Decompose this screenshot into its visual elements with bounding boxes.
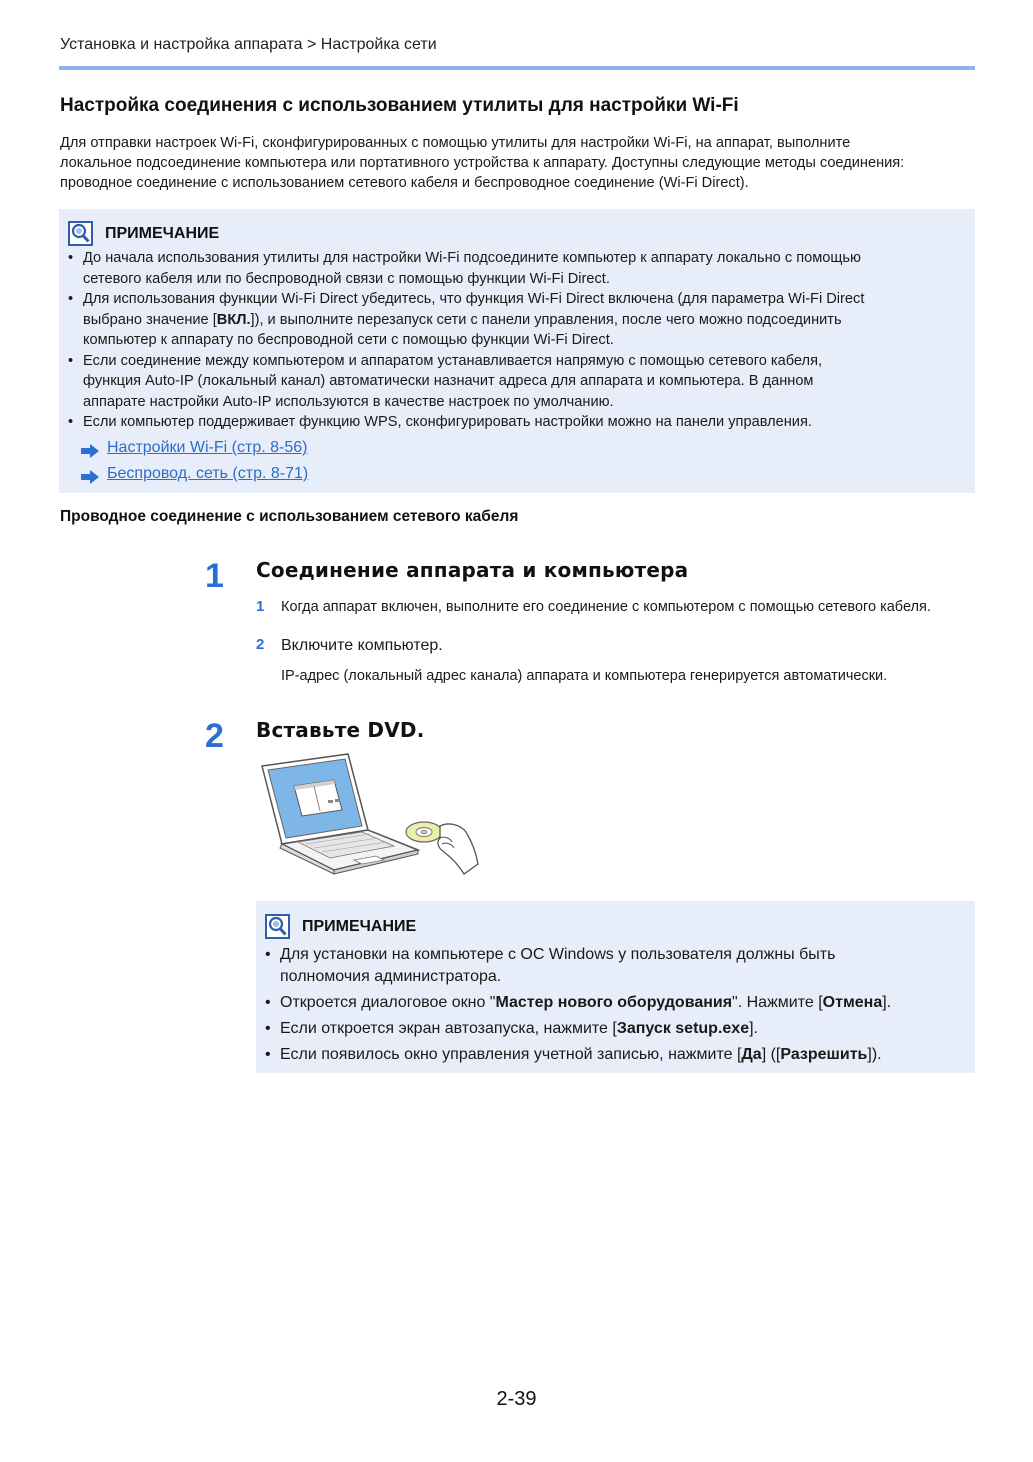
step-title: Вставьте DVD. xyxy=(256,718,425,742)
text-span: ] ([ xyxy=(761,1046,781,1063)
list-item xyxy=(264,1044,964,1066)
step-number: 1 xyxy=(205,557,224,595)
bold-value: Разрешить xyxy=(780,1046,868,1063)
note-header xyxy=(265,914,416,939)
text-span: ]). xyxy=(867,1046,882,1063)
arrow-right-icon xyxy=(81,467,99,481)
note-title: ПРИМЕЧАНИЕ xyxy=(302,917,417,935)
list-item-line: • До начала использования утилиты для настройки Wi-Fi подсоедините компьютер к аппарату локально с помощью xyxy=(83,250,861,266)
page-number: 2-39 xyxy=(496,1388,537,1410)
list-item-line: аппарате настройки Auto-IP используются в качестве настроек по умолчанию. xyxy=(83,393,614,410)
text-span: ]. xyxy=(749,1020,758,1037)
intro-line: Для отправки настроек Wi-Fi, сконфигурированных с помощью утилиты для настройки Wi-Fi, на аппарат, выполните xyxy=(60,135,851,151)
list-item xyxy=(264,1018,964,1040)
substep-number: 2 xyxy=(256,636,265,653)
list-item xyxy=(67,351,967,413)
link-wireless-network[interactable]: Беспровод. сеть (стр. 8-71) xyxy=(107,465,309,482)
breadcrumb: Установка и настройка аппарата > Настройка сети xyxy=(60,36,437,53)
intro-line: локальное подсоединение компьютера или портативного устройства к аппарату. Доступны следующие методы соединения: xyxy=(60,155,905,171)
bold-value: Запуск setup.exe xyxy=(616,1020,750,1037)
note-box xyxy=(59,209,975,493)
note-list xyxy=(264,944,964,1070)
list-item-line: компьютер к аппарату по беспроводной сети с помощью функции Wi-Fi Direct. xyxy=(83,332,614,348)
reference-links xyxy=(81,435,308,487)
reference-link-row xyxy=(81,435,308,461)
note-header xyxy=(68,221,219,246)
list-item xyxy=(264,944,964,988)
list-item-line: функция Auto-IP (локальный канал) автоматически назначит адреса для аппарата и компьютера. В данном xyxy=(83,373,814,389)
text-span: ]. xyxy=(882,994,892,1011)
laptop-dvd-illustration xyxy=(258,752,483,882)
note-list xyxy=(67,248,967,433)
arrow-right-icon xyxy=(81,441,99,455)
intro-line: проводное соединение с использованием сетевого кабеля и беспроводное соединение (Wi-Fi Direct). xyxy=(60,175,749,191)
list-item xyxy=(67,289,967,351)
text-span: Если появилось окно управления учетной записью, нажмите [ xyxy=(280,1046,742,1063)
step-number: 2 xyxy=(205,717,224,755)
bold-value: Мастер нового оборудования xyxy=(495,994,733,1011)
wired-connection-heading: Проводное соединение с использованием сетевого кабеля xyxy=(60,508,519,525)
substep-text: Включите компьютер. xyxy=(281,637,443,654)
substep-text: Когда аппарат включен, выполните его соединение с компьютером с помощью сетевого кабеля. xyxy=(281,599,931,615)
link-wifi-settings[interactable]: Настройки Wi-Fi (стр. 8-56) xyxy=(107,439,308,456)
list-item xyxy=(264,992,964,1014)
step-title: Соединение аппарата и компьютера xyxy=(256,558,689,582)
note-box xyxy=(256,901,975,1073)
list-item-line: сетевого кабеля или по беспроводной связи с помощью функции Wi-Fi Direct. xyxy=(83,270,610,287)
list-item-line xyxy=(83,310,967,331)
reference-link-row xyxy=(81,461,308,487)
list-item-line: • Если соединение между компьютером и аппаратом устанавливается напрямую с помощью сетевого кабеля, xyxy=(83,352,823,369)
list-item-line: • Если компьютер поддерживает функцию WPS, сконфигурировать настройки можно на панели управления. xyxy=(83,414,812,430)
substep-detail: IP-адрес (локальный адрес канала) аппарата и компьютера генерируется автоматически. xyxy=(281,668,888,684)
substep-number: 1 xyxy=(256,598,265,615)
bold-value: Отмена xyxy=(822,994,883,1011)
bold-value: ВКЛ. xyxy=(216,311,251,328)
note-title: ПРИМЕЧАНИЕ xyxy=(105,224,220,242)
text-span: ". Нажмите [ xyxy=(732,994,823,1011)
bold-value: Да xyxy=(741,1046,762,1063)
note-magnifier-icon xyxy=(68,221,93,246)
text-span: Откроется диалоговое окно " xyxy=(280,994,496,1011)
list-item-line: • Для использования функции Wi-Fi Direct убедитесь, что функция Wi-Fi Direct включена (для параметра Wi-Fi Direct xyxy=(83,291,865,307)
list-item-line: • Для установки на компьютере с ОС Windows у пользователя должны быть xyxy=(280,946,836,963)
intro-paragraph xyxy=(60,133,970,193)
text-span: Если откроется экран автозапуска, нажмите [ xyxy=(280,1020,617,1037)
header-divider xyxy=(59,66,975,70)
text-span: выбрано значение [ xyxy=(83,311,217,328)
note-magnifier-icon xyxy=(265,914,290,939)
section-title: Настройка соединения с использованием утилиты для настройки Wi-Fi xyxy=(60,95,739,116)
list-item xyxy=(67,248,967,289)
list-item-line: полномочия администратора. xyxy=(280,968,502,985)
text-span: ]), и выполните перезапуск сети с панели управления, после чего можно подсоединить xyxy=(250,311,842,328)
list-item xyxy=(67,412,967,433)
